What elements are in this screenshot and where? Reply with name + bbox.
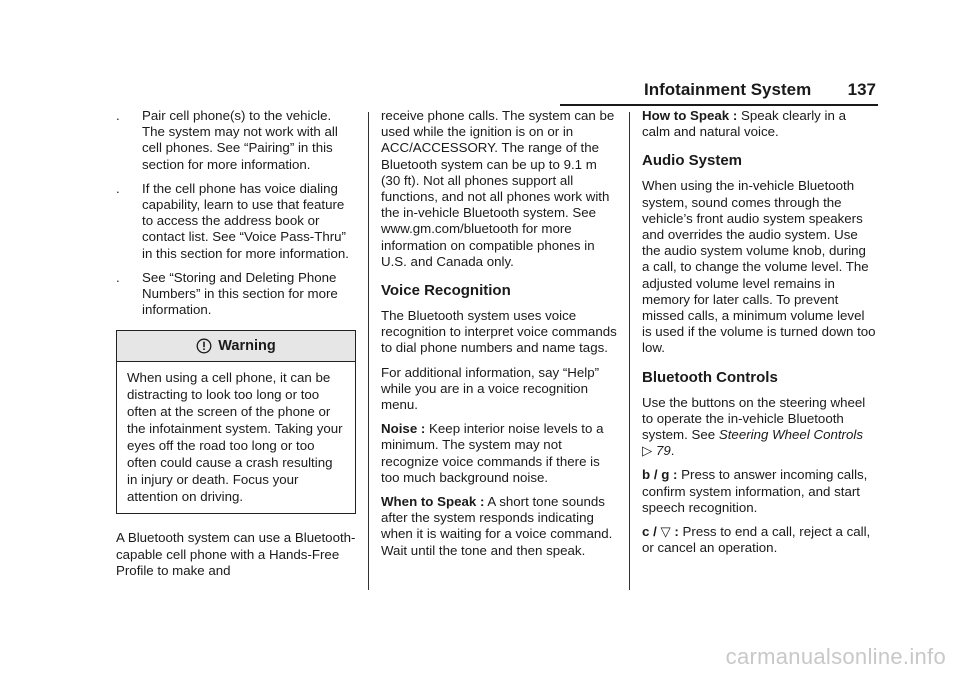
section-title: Infotainment System	[644, 80, 812, 99]
warning-header	[117, 331, 355, 362]
term-how-to-speak: How to Speak :	[642, 108, 738, 123]
when-text: A short tone sounds after the system responds indicating when it is waiting for a voice command. Wait until the tone and then speak.	[381, 494, 613, 558]
bullet-marker: .	[116, 108, 120, 123]
bullet-marker: .	[116, 269, 120, 285]
paragraph-answer-button	[642, 467, 876, 516]
bullet-text: See “Storing and Deleting Phone Numbers” in this section for more information.	[142, 269, 338, 318]
how-text: Speak clearly in a calm and natural voice.	[642, 108, 846, 140]
answer-call-icon: b / g :	[642, 467, 678, 483]
paragraph: For additional information, say “Help” while you are in a voice recognition menu.	[381, 364, 600, 413]
list-item	[116, 270, 356, 319]
column-divider	[629, 112, 630, 590]
warning-icon	[196, 338, 212, 354]
sentence-end: .	[670, 443, 675, 459]
paragraph-noise	[381, 421, 617, 486]
heading-voice-recognition: Voice Recognition	[381, 282, 511, 300]
term-noise: Noise :	[381, 421, 426, 437]
column-left	[116, 108, 356, 587]
page-header	[560, 80, 878, 106]
end-text: Press to end a call, reject a call, or cancel an operation.	[642, 524, 871, 556]
paragraph	[642, 395, 876, 460]
warning-text: When using a cell phone, it can be distracting to look too long or too often at the screen of the phone or the infotainment system. Taking your eyes off the road too long or too often could cause a crash resulting in injury or death. Focus your attention on driving.	[127, 370, 343, 505]
paragraph-how-to-speak	[642, 108, 876, 140]
paragraph: receive phone calls. The system can be used while the ignition is on or in ACC/ACCESSORY. The range of the Bluetooth system can be up to 9.1 m (30 ft). Not all phones support all functions, and not all phones work with the in-vehicle Bluetooth system. See www.gm.com/bluetooth for more information on compatible phones in U.S. and Canada only.	[381, 108, 615, 269]
paragraph: The Bluetooth system uses voice recognition to interpret voice commands to dial phone numbers and name tags.	[381, 308, 617, 356]
page-number: 137	[847, 80, 876, 99]
controls-text: Use the buttons on the steering wheel to operate the in-vehicle Bluetooth system. See	[642, 394, 866, 443]
bullet-list	[116, 108, 356, 318]
paragraph-when-to-speak	[381, 494, 617, 559]
watermark: carmanualsonline.info	[725, 644, 946, 669]
end-call-icon: c / ▽ :	[642, 524, 679, 540]
column-right	[642, 108, 876, 564]
noise-text: Keep interior noise levels to a minimum. The system may not recognize voice commands if there is too much background noise.	[381, 421, 604, 485]
bullet-text: Pair cell phone(s) to the vehicle. The system may not work with all cell phones. See “Pairing” in this section for more information.	[142, 108, 338, 172]
paragraph: When using the in-vehicle Bluetooth system, sound comes through the vehicle’s front audio system speakers and overrides the audio system. Use the audio system volume knob, during a call, to change the volume level. The adjusted volume level remains in memory for later calls. To prevent missed calls, a minimum volume level is used if the volume is turned down too low.	[642, 178, 876, 356]
list-item	[116, 181, 356, 262]
column-divider	[368, 112, 369, 590]
header-rule	[560, 104, 878, 106]
paragraph-end-button	[642, 524, 876, 556]
warning-box	[116, 330, 356, 514]
bullet-text: If the cell phone has voice dialing capability, learn to use that feature to access the address book or contact list. See “Voice Pass-Thru” in this section for more information.	[142, 180, 349, 261]
cross-reference-text: Steering Wheel Controls	[718, 427, 863, 443]
column-middle	[381, 108, 617, 567]
heading-audio-system: Audio System	[642, 152, 743, 170]
warning-title: Warning	[218, 338, 276, 355]
answer-text: Press to answer incoming calls, confirm system information, and start speech recognition.	[642, 467, 868, 515]
term-when-to-speak: When to Speak :	[381, 494, 485, 510]
bullet-marker: .	[116, 180, 120, 196]
heading-bluetooth-controls: Bluetooth Controls	[642, 368, 778, 386]
page-ref-icon: ▷	[642, 443, 653, 459]
list-item	[116, 108, 356, 173]
paragraph: A Bluetooth system can use a Bluetooth-capable cell phone with a Hands-Free Profile to make and	[116, 530, 356, 578]
page-ref-number: 79	[655, 443, 671, 459]
